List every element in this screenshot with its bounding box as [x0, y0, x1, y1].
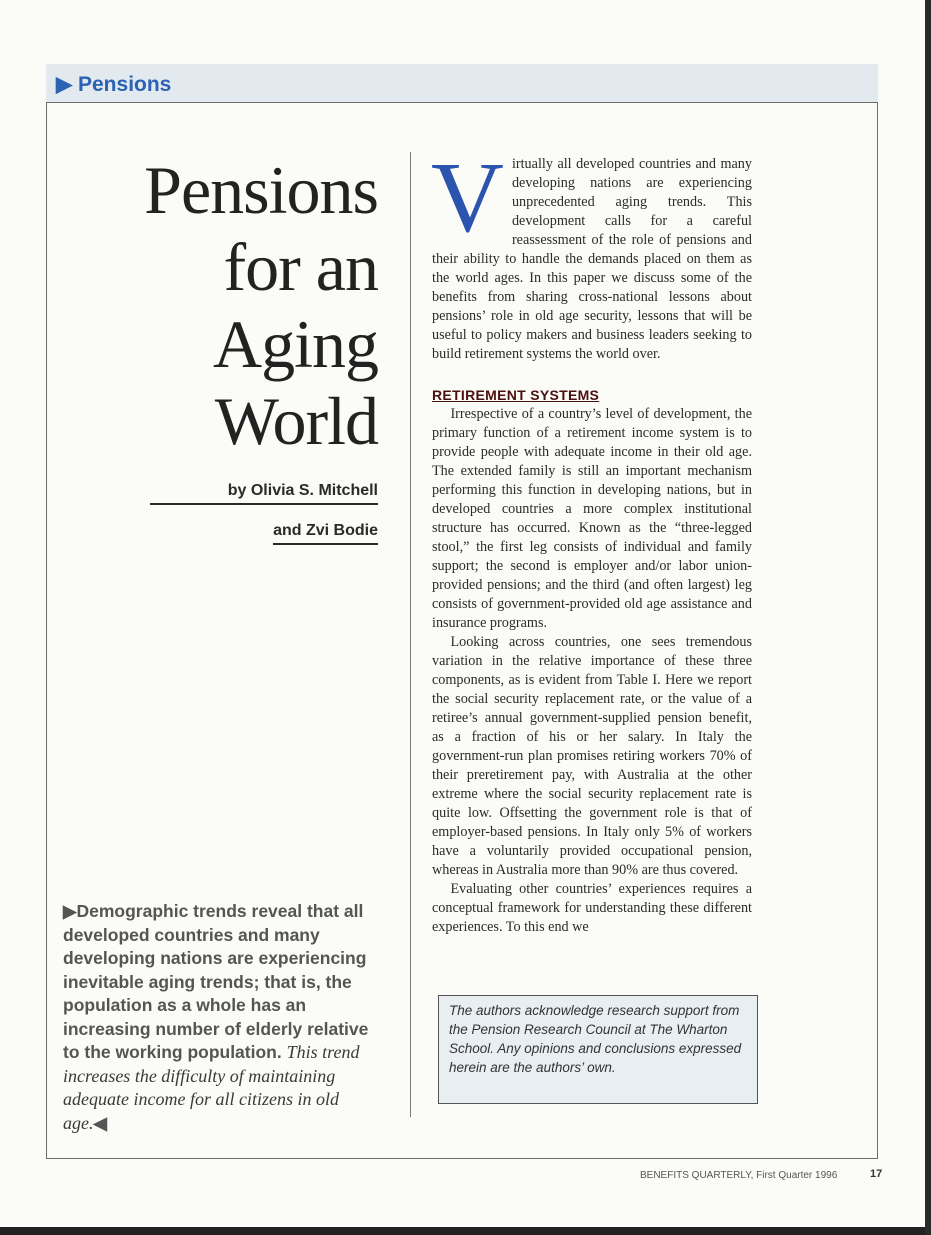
- author-2: and Zvi Bodie: [273, 522, 378, 545]
- section-label: [56, 72, 171, 97]
- abstract-bold-text: Demographic trends reveal that all developed countries and many developing nations are experiencing inevitable aging trends; that is, the population as a whole has an increasing number of elderly relative to the working population.: [63, 901, 369, 1062]
- abstract-italic-text: This trend increases the difficulty of maintaining adequate income for all citizens in old age.: [63, 1042, 360, 1133]
- abstract-start-arrow-icon: ▶: [63, 901, 77, 921]
- title-line-2: for an: [223, 229, 378, 305]
- subhead-retirement-systems: RETIREMENT SYSTEMS: [432, 387, 600, 403]
- author-1: by Olivia S. Mitchell: [150, 482, 378, 505]
- body-paragraph-3: Evaluating other countries’ experiences requires a conceptual framework for understanding these different experiences. To this end we: [432, 881, 752, 935]
- intro-text: irtually all developed countries and many developing nations are experiencing unprecedented aging trends. This development calls for a careful reassessment of the role of pensions and their ability to handle the demands placed on them as the world ages. In this paper we discuss some of the benefits from sharing cross-national lessons about pensions’ role in old age security, lessons that will be useful to policy makers and business leaders seeking to build retirement systems the world over.: [432, 156, 752, 362]
- body-paragraph-2: Looking across countries, one sees tremendous variation in the relative importance of these three components, as is evident from Table I. Here we report the social security replacement rate, or the value of a retiree’s annual government-supplied pension benefit, as a fraction of his or her salary. In Italy the government-run plan promises retiring workers 70% of their preretirement pay, with Australia at the other extreme where the social security replacement rate is quite low. Offsetting the government role is that of employer-based pensions. In Italy only 5% of workers have a voluntarily provided occupational pension, whereas in Australia more than 90% are thus covered.: [432, 634, 752, 878]
- title-line-3: Aging: [213, 306, 378, 382]
- page-number: 17: [870, 1168, 883, 1180]
- body-paragraph-1: Irrespective of a country’s level of development, the primary function of a retirement income system is to provide people with adequate income in their old age. The extended family is still an important mechanism performing this function in developing nations, but in developed countries a more complex institutional structure has occurred. Known as the “three-legged stool,” the first leg consists of individual and family support; the second is employer and/or labor union-provided pensions; and the third (and often largest) leg consists of government-provided old age assistance and insurance programs.: [432, 406, 752, 631]
- title-line-1: Pensions: [144, 152, 378, 228]
- triangle-marker-icon: ▶: [56, 73, 73, 96]
- abstract-end-arrow-icon: ◀: [93, 1112, 107, 1133]
- scan-edge-bottom: [0, 1227, 931, 1235]
- journal-footer: BENEFITS QUARTERLY, First Quarter 1996: [640, 1170, 838, 1181]
- dropcap-letter: V: [431, 141, 504, 253]
- abstract: [63, 900, 383, 1135]
- intro-paragraph: [431, 141, 752, 364]
- scan-edge-right: [925, 0, 931, 1235]
- article-title: [96, 152, 378, 460]
- author-byline: [150, 482, 378, 562]
- body-column: [431, 141, 752, 937]
- section-name: Pensions: [78, 73, 172, 96]
- title-line-4: World: [214, 383, 378, 459]
- acknowledgment-box: The authors acknowledge research support from the Pension Research Council at The Wharton School. Any opinions and conclusions expressed herein are the authors’ own.: [438, 995, 758, 1104]
- column-divider: [410, 152, 411, 1117]
